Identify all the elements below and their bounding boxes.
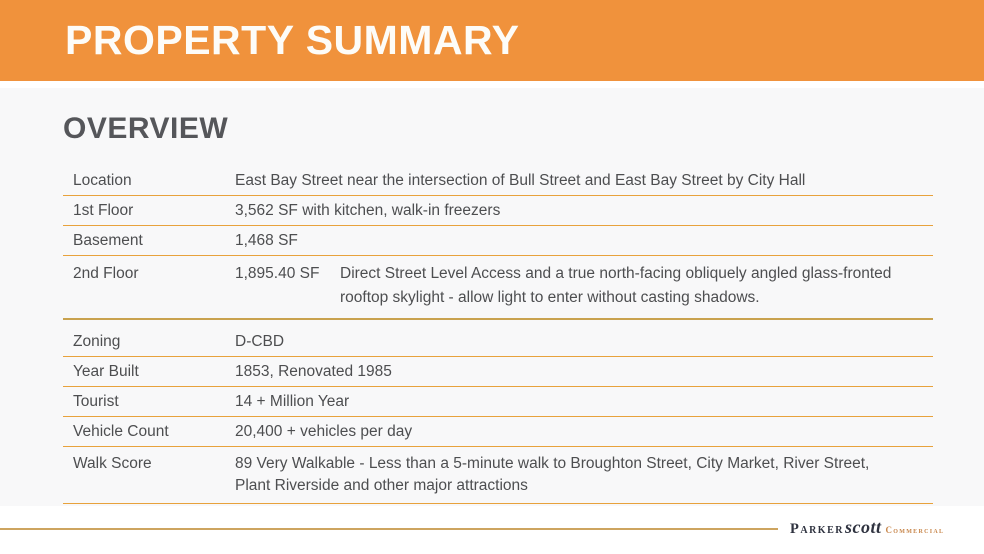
row-value: D-CBD bbox=[235, 333, 285, 350]
row-label: Basement bbox=[73, 232, 143, 249]
brand-logo-parker: Parker bbox=[790, 521, 844, 537]
brand-logo-commercial: Commercial bbox=[885, 525, 945, 535]
table-row-2nd-floor bbox=[63, 256, 933, 320]
table-row-zoning bbox=[63, 320, 933, 357]
table-row-basement bbox=[63, 226, 933, 256]
row-label: Zoning bbox=[73, 333, 121, 350]
row-value: 1,468 SF bbox=[235, 232, 298, 249]
row-label: 2nd Floor bbox=[73, 265, 139, 282]
brand-logo-scott: scott bbox=[844, 517, 882, 537]
property-table bbox=[63, 166, 933, 504]
table-row-year-built bbox=[63, 357, 933, 387]
table-row-vehicle-count bbox=[63, 417, 933, 447]
row-label: Year Built bbox=[73, 363, 139, 380]
table-row-location bbox=[63, 166, 933, 196]
row-value: 20,400 + vehicles per day bbox=[235, 423, 413, 440]
row-value: 89 Very Walkable - Less than a 5-minute walk to Broughton Street, City Market, River Street, Plant Riverside and other major attractions bbox=[235, 455, 870, 494]
row-label: Vehicle Count bbox=[73, 423, 169, 440]
row-label: Location bbox=[73, 172, 132, 189]
table-row-walk-score bbox=[63, 447, 933, 504]
row-label: 1st Floor bbox=[73, 202, 134, 219]
header-band bbox=[0, 0, 984, 81]
footer-divider-line bbox=[0, 528, 778, 530]
row-label: Tourist bbox=[73, 393, 119, 410]
row-label: Walk Score bbox=[73, 455, 152, 472]
brand-logo bbox=[790, 517, 960, 538]
page-title: PROPERTY SUMMARY bbox=[65, 17, 520, 63]
section-title: OVERVIEW bbox=[63, 112, 229, 145]
table-row-tourist bbox=[63, 387, 933, 417]
row-value: 1853, Renovated 1985 bbox=[235, 363, 392, 380]
row-value: 14 + Million Year bbox=[235, 393, 350, 410]
row-value: 3,562 SF with kitchen, walk-in freezers bbox=[235, 202, 501, 219]
row-value: East Bay Street near the intersection of Bull Street and East Bay Street by City Hall bbox=[235, 172, 806, 189]
row-value: 1,895.40 SF bbox=[235, 265, 320, 282]
table-row-1st-floor bbox=[63, 196, 933, 226]
row-note: Direct Street Level Access and a true north-facing obliquely angled glass-fronted rooftop skylight - allow light to enter without casting shadows. bbox=[340, 265, 892, 306]
